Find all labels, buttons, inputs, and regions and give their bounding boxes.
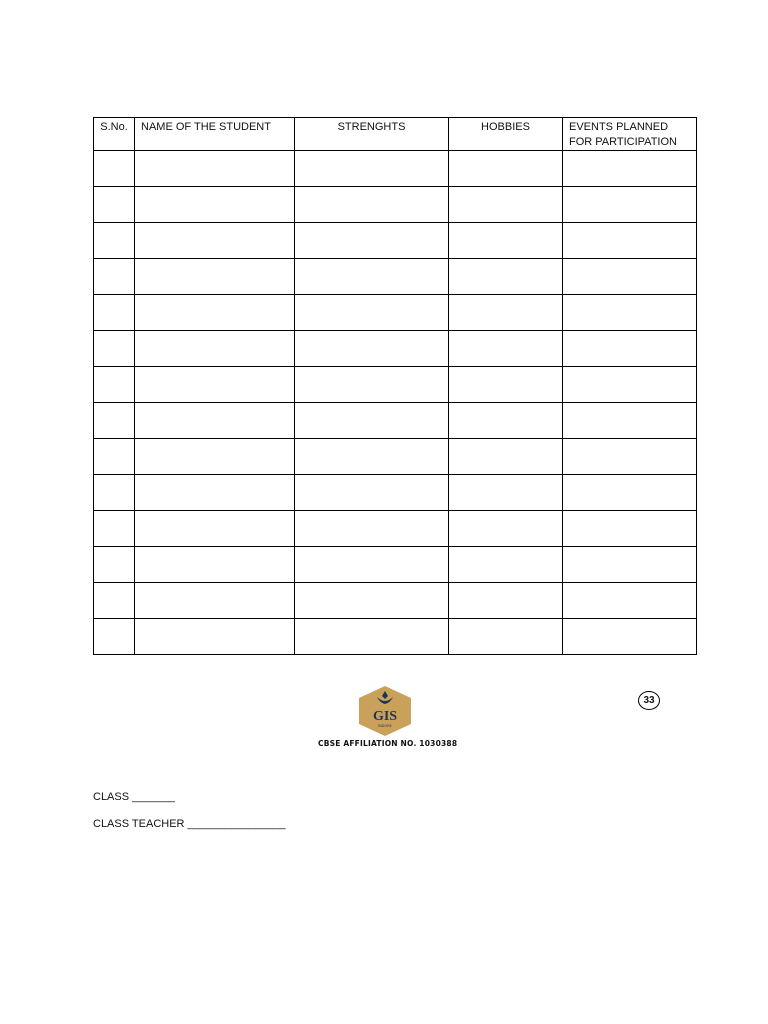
cell-hobbies[interactable] [449,151,563,187]
cell-sno[interactable] [94,259,135,295]
cell-sno[interactable] [94,619,135,655]
table-row [94,475,697,511]
cell-events[interactable] [563,403,697,439]
class-teacher-field: CLASS TEACHER ________________ [93,818,286,830]
cell-student-name[interactable] [135,547,295,583]
cell-hobbies[interactable] [449,547,563,583]
cell-sno[interactable] [94,547,135,583]
cell-events[interactable] [563,547,697,583]
cell-strengths[interactable] [295,367,449,403]
affiliation-text: CBSE AFFILIATION NO. 1030388 [318,739,458,748]
cell-sno[interactable] [94,187,135,223]
school-logo-block [318,685,458,748]
cell-sno[interactable] [94,151,135,187]
page-number: 33 [638,691,660,710]
cell-student-name[interactable] [135,511,295,547]
table-body [94,151,697,655]
cell-events[interactable] [563,151,697,187]
cell-events[interactable] [563,583,697,619]
cell-events[interactable] [563,475,697,511]
cell-hobbies[interactable] [449,403,563,439]
table-row [94,619,697,655]
cell-hobbies[interactable] [449,511,563,547]
cell-hobbies[interactable] [449,619,563,655]
cell-events[interactable] [563,259,697,295]
cell-strengths[interactable] [295,583,449,619]
cell-strengths[interactable] [295,619,449,655]
cell-strengths[interactable] [295,187,449,223]
cell-strengths[interactable] [295,331,449,367]
cell-strengths[interactable] [295,151,449,187]
cell-strengths[interactable] [295,475,449,511]
cell-sno[interactable] [94,403,135,439]
logo-subtext: INDORE [378,724,392,728]
cell-events[interactable] [563,619,697,655]
cell-student-name[interactable] [135,223,295,259]
logo-text: GIS [372,709,398,724]
cell-student-name[interactable] [135,367,295,403]
cell-student-name[interactable] [135,295,295,331]
header-hobbies: HOBBIES [449,118,563,151]
cell-strengths[interactable] [295,223,449,259]
cell-student-name[interactable] [135,475,295,511]
gis-logo-icon [357,685,413,737]
cell-hobbies[interactable] [449,295,563,331]
cell-hobbies[interactable] [449,187,563,223]
table-row [94,511,697,547]
cell-sno[interactable] [94,223,135,259]
cell-strengths[interactable] [295,547,449,583]
table-row [94,367,697,403]
class-field: CLASS _______ [93,791,175,803]
cell-strengths[interactable] [295,439,449,475]
cell-sno[interactable] [94,295,135,331]
table-row [94,331,697,367]
student-table [93,117,697,655]
cell-hobbies[interactable] [449,475,563,511]
cell-student-name[interactable] [135,151,295,187]
table-row [94,151,697,187]
table-row [94,259,697,295]
table-row [94,187,697,223]
cell-student-name[interactable] [135,331,295,367]
header-strengths: STRENGHTS [295,118,449,151]
cell-student-name[interactable] [135,583,295,619]
header-student-name: NAME OF THE STUDENT [135,118,295,151]
table-row [94,547,697,583]
cell-sno[interactable] [94,583,135,619]
cell-events[interactable] [563,439,697,475]
header-sno: S.No. [94,118,135,151]
cell-hobbies[interactable] [449,439,563,475]
cell-hobbies[interactable] [449,367,563,403]
cell-events[interactable] [563,187,697,223]
cell-student-name[interactable] [135,403,295,439]
cell-hobbies[interactable] [449,331,563,367]
cell-events[interactable] [563,295,697,331]
cell-sno[interactable] [94,511,135,547]
cell-strengths[interactable] [295,403,449,439]
cell-hobbies[interactable] [449,223,563,259]
cell-strengths[interactable] [295,295,449,331]
cell-student-name[interactable] [135,187,295,223]
cell-student-name[interactable] [135,439,295,475]
cell-student-name[interactable] [135,259,295,295]
cell-sno[interactable] [94,367,135,403]
cell-sno[interactable] [94,475,135,511]
cell-events[interactable] [563,331,697,367]
table-header-row [94,118,697,151]
cell-events[interactable] [563,223,697,259]
cell-sno[interactable] [94,439,135,475]
table-row [94,403,697,439]
cell-sno[interactable] [94,331,135,367]
cell-events[interactable] [563,367,697,403]
table-row [94,223,697,259]
cell-strengths[interactable] [295,511,449,547]
cell-events[interactable] [563,511,697,547]
header-events: EVENTS PLANNED FOR PARTICIPATION [563,118,697,151]
cell-strengths[interactable] [295,259,449,295]
table-row [94,439,697,475]
table-row [94,295,697,331]
table-row [94,583,697,619]
cell-student-name[interactable] [135,619,295,655]
cell-hobbies[interactable] [449,583,563,619]
cell-hobbies[interactable] [449,259,563,295]
